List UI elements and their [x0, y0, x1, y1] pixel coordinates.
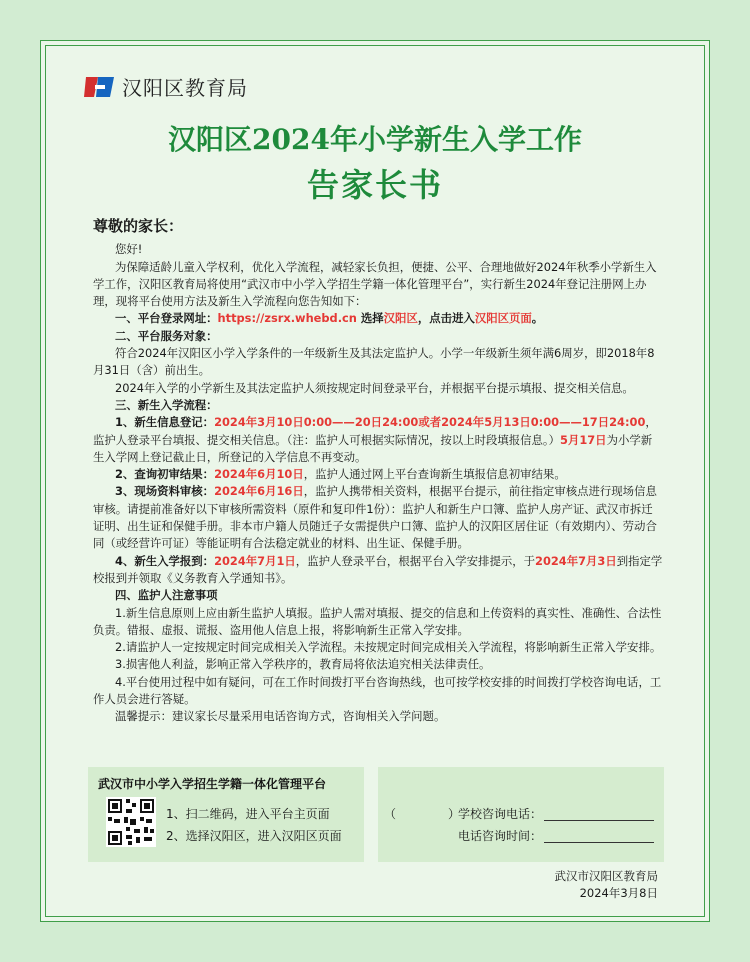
process-step-1: 1、新生信息登记：2024年3月10日0:00——20日24:00或者2024年5月13日0:00——17日24:00，监护人登录平台填报、提交相关信息。（注：监护人可根据实际情况，按以上时段填报信息。）5月17日为小学新生入学网上登记截止日，所登记的入学信息不再变动。: [93, 415, 657, 464]
consult-time-label: 电话咨询时间：: [458, 829, 543, 843]
note-2: 2.请监护人一定按规定时间完成相关入学流程。未按规定时间完成相关入学流程，将影响新生正常入学安排。: [115, 640, 662, 655]
platform-url-link[interactable]: https://zsrx.whebd.cn: [217, 311, 357, 326]
signature-org: 武汉市汉阳区教育局: [554, 869, 658, 883]
intro-paragraph: 为保障适龄儿童入学权利，优化入学流程，减轻家长负担，便捷、公平、合理地做好2024年秋季小学新生入学工作，汉阳区教育局将使用“武汉市中小学入学招生学籍一体化管理平台”，实行新生2024年登记注册网上办理，现将平台使用方法及新生入学流程向您告知如下：: [93, 259, 657, 309]
platform-info-box: [88, 767, 364, 862]
letter-body: [93, 218, 663, 726]
school-phone-label: 学校咨询电话：: [458, 807, 543, 821]
greeting: 您好!: [115, 242, 143, 257]
note-4: 4.平台使用过程中如有疑问，可在工作时间拨打平台咨询热线，也可按学校安排的时间拨打学校咨询电话，工作人员会进行答疑。: [93, 674, 662, 707]
salutation: 尊敬的家长：: [93, 217, 184, 235]
signature-date: 2024年3月8日: [579, 886, 658, 900]
school-name-blank-close: ）: [448, 807, 461, 821]
target-paragraph-1: 符合2024年汉阳区小学入学条件的一年级新生及其法定监护人。小学一年级新生须年满6周岁，即2018年8月31日（含）前出生。: [93, 346, 655, 378]
school-phone-blank: [544, 820, 654, 821]
note-3: 3.损害他人利益，影响正常入学秩序的，教育局将依法追究相关法律责任。: [115, 657, 491, 672]
org-name: 汉阳区教育局: [122, 76, 248, 100]
process-step-4: 4、新生入学报到：2024年7月1日，监护人登录平台，根据平台入学安排提示，于2024年7月3日到指定学校报到并领取《义务教育入学通知书》。: [93, 553, 663, 585]
section-notes: 四、监护人注意事项: [115, 588, 218, 603]
warm-tip: 温馨提示：建议家长尽量采用电话咨询方式，咨询相关入学问题。: [115, 709, 446, 724]
education-bureau-logo-icon: [84, 73, 116, 101]
consult-time-blank: [544, 842, 654, 843]
section-platform-url: 一、平台登录网址：https://zsrx.whebd.cn 选择汉阳区，点击进入汉阳区页面。: [115, 311, 544, 326]
school-name-blank-open: （: [384, 807, 397, 821]
process-step-2: 2、查询初审结果：2024年6月10日，监护人通过网上平台查询新生填报信息初审结果。: [115, 467, 566, 482]
platform-box-title: 武汉市中小学入学招生学籍一体化管理平台: [98, 777, 327, 791]
platform-step-2: 2、选择汉阳区，进入汉阳区页面: [166, 829, 342, 843]
section-process: 三、新生入学流程：: [115, 397, 218, 412]
process-step-3: 3、现场资料审核：2024年6月16日，监护人携带相关资料，根据平台提示，前往指定审核点进行现场信息审核。请提前准备好以下审核所需资料（原件和复印件1份）：监护人和新生户口簿、监护人房产证、武汉市拆迁证明、出生证和保健手册。非本市户籍人员随迁子女需提供户口簿、监护人的汉阳区居住证（有效期内）、劳动合同（或经营许可证）等能证明有合法稳定就业的材料、出生证、保健手册。: [93, 484, 657, 551]
org-logo: [84, 72, 248, 101]
contact-box: [378, 767, 664, 862]
document-title: 汉阳区2024年小学新生入学工作: [168, 123, 582, 156]
qr-code-icon[interactable]: [106, 797, 156, 847]
platform-step-1: 1、扫二维码，进入平台主页面: [166, 807, 330, 821]
section-target: 二、平台服务对象：: [115, 328, 218, 343]
note-1: 1.新生信息原则上应由新生监护人填报。监护人需对填报、提交的信息和上传资料的真实性、准确性、合法性负责。错报、虚报、谎报、盗用他人信息上报，将影响新生正常入学安排。: [93, 605, 662, 637]
target-paragraph-2: 2024年入学的小学新生及其法定监护人须按规定时间登录平台，并根据平台提示填报、提交相关信息。: [115, 380, 634, 395]
document-subtitle: 告家长书: [306, 166, 443, 204]
